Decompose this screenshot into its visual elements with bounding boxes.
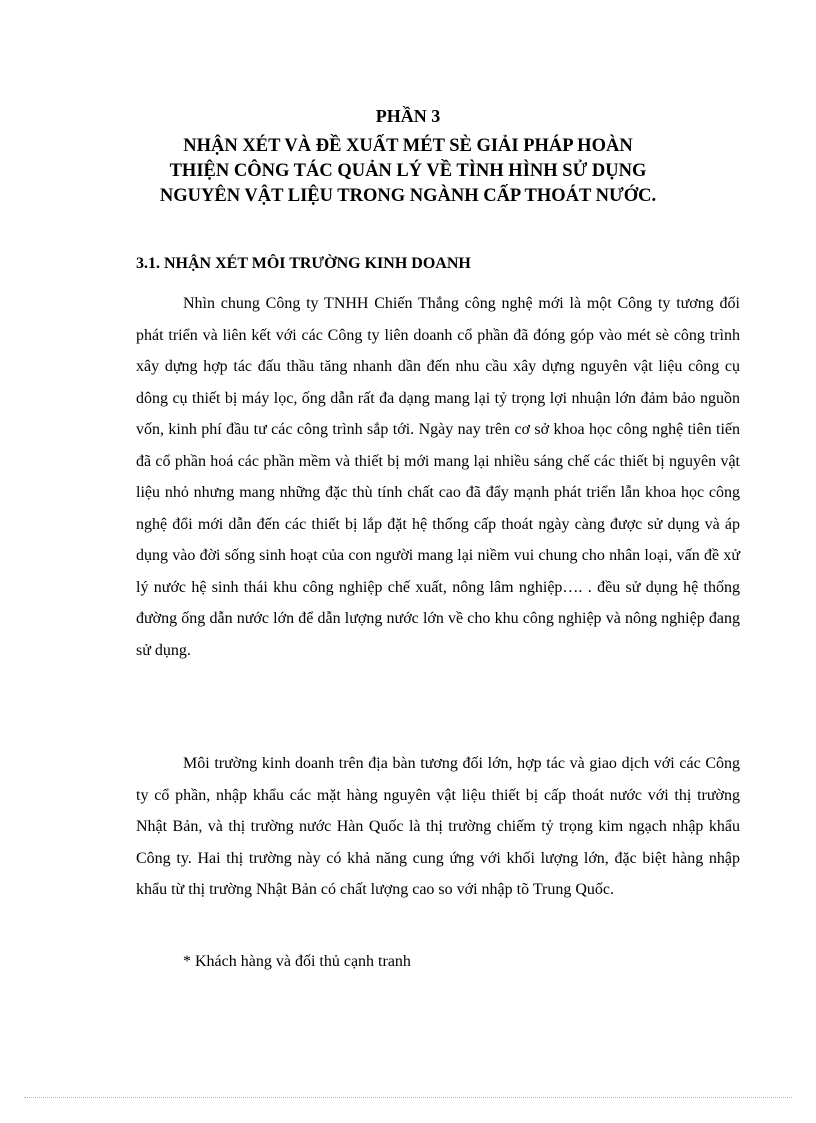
chapter-title-line: THIỆN CÔNG TÁC QUẢN LÝ VỀ TÌNH HÌNH SỬ DỤNG [169,161,647,181]
page-footer-divider [24,1097,792,1098]
chapter-title-line: NGUYÊN VẬT LIỆU TRONG NGÀNH CẤP THOÁT NƯỚC. [159,186,657,206]
section-heading: 3.1. NHẬN XÉT MÔI TRƯỜNG KINH DOANH [136,255,471,272]
chapter-title [120,134,696,209]
chapter-title-line: NHẬN XÉT VÀ ĐỀ XUẤT MÉT SÈ GIẢI PHÁP HOÀN [183,136,633,156]
bullet-heading: * Khách hàng và đối thủ cạnh tranh [183,953,411,970]
part-label: PHẦN 3 [375,106,441,126]
body-paragraph: Môi trường kinh doanh trên địa bàn tương đối lớn, hợp tác và giao dịch với các Công ty cổ phần, nhập khẩu các mặt hàng nguyên vật liệu thiết bị cấp thoát nước với thị trường Nhật Bản, và thị trường nước Hàn Quốc là thị trường chiếm tỷ trọng kim ngạch nhập khẩu Công ty. Hai thị trường này có khả năng cung ứng với khối lượng lớn, đặc biệt hàng nhập khẩu từ thị trường Nhật Bản có chất lượng cao so với nhập tõ Trung Quốc. [136,755,740,898]
body-paragraph: Nhìn chung Công ty TNHH Chiến Thắng công nghệ mới là một Công ty tương đối phát triển và liên kết với các Công ty liên doanh cổ phần đã đóng góp vào mét sè công trình xây dựng hợp tác đấu thầu tăng nhanh dần đến nhu cầu xây dựng nguyên vật liệu công cụ dông cụ thiết bị máy lọc, ống dẫn rất đa dạng mang lại tỷ trọng lợi nhuận lớn đảm bảo nguồn vốn, kinh phí đầu tư các công trình sắp tới. Ngày nay trên cơ sở khoa học công nghệ tiên tiến đã cổ phần hoá các phần mềm và thiết bị mới mang lại nhiều sáng chế các thiết bị nguyên vật liệu nhỏ nhưng mang những đặc thù tính chất cao đã đẩy mạnh phát triển lẫn khoa học công nghệ đổi mới dẫn đến các thiết bị lắp đặt hệ thống cấp thoát ngày càng được sử dụng và áp dụng vào đời sống sinh hoạt của con người mang lại niềm vui chung cho nhân loại, vấn đề xử lý nước hệ sinh thái khu công nghiệp chế xuất, nông lâm nghiệp…. . đều sử dụng hệ thống đường ống dẫn nước lớn để dẫn lượng nước lớn về cho khu công nghiệp và nông nghiệp đang sử dụng. [136,295,740,659]
